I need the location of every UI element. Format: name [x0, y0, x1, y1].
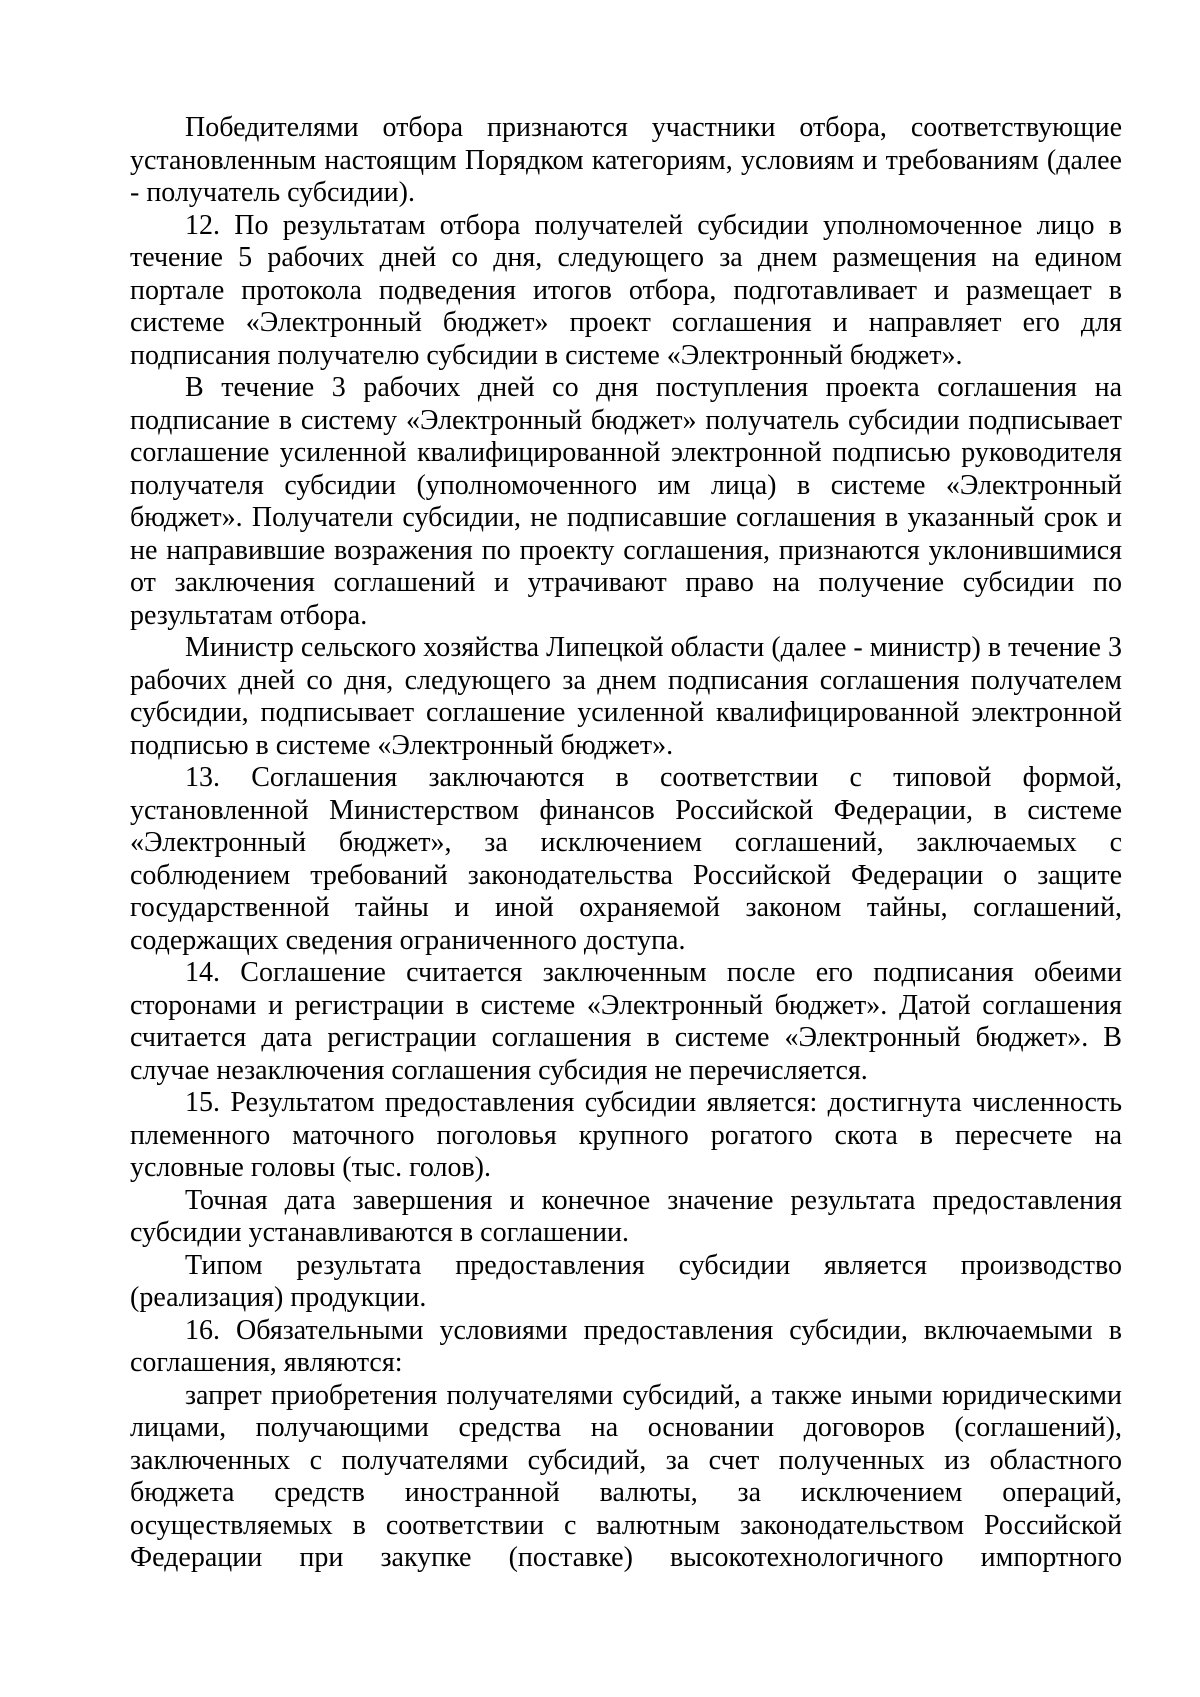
paragraph-14: 14. Соглашение считается заключенным после его подписания обеими сторонами и регистрации в системе «Электронный бюджет». Датой соглашения считается дата регистрации соглашения в системе «Электронный бюджет». В случае незаключения соглашения субсидия не перечисляется.	[130, 957, 1122, 1086]
paragraph-13: 13. Соглашения заключаются в соответствии с типовой формой, установленной Министерством финансов Российской Федерации, в системе «Электронный бюджет», за исключением соглашений, заключаемых с соблюдением требований законодательства Российской Федерации о защите государственной тайны и иной охраняемой законом тайны, соглашений, содержащих сведения ограниченного доступа.	[130, 762, 1122, 956]
paragraph-minister: Министр сельского хозяйства Липецкой области (далее - министр) в течение 3 рабочих дней со дня, следующего за днем подписания соглашения получателем субсидии, подписывает соглашение усиленной квалифицированной электронной подписью в системе «Электронный бюджет».	[130, 632, 1122, 761]
paragraph-16: 16. Обязательными условиями предоставления субсидии, включаемыми в соглашения, являются:	[130, 1314, 1122, 1378]
paragraph-15: 15. Результатом предоставления субсидии является: достигнута численность племенного маточного поголовья крупного рогатого скота в пересчете на условные головы (тыс. голов).	[130, 1087, 1122, 1183]
paragraph-currency-ban: запрет приобретения получателями субсидий, а также иными юридическими лицами, получающими средства на основании договоров (соглашений), заключенных с получателями субсидий, за счет полученных из областного бюджета средств иностранной валюты, за исключением операций, осуществляемых в соответствии с валютным законодательством Российской Федерации при закупке (поставке) высокотехнологичного импортного	[130, 1379, 1122, 1573]
paragraph-result-type: Типом результата предоставления субсидии является производство (реализация) продукции.	[130, 1249, 1122, 1313]
paragraph-exact-date: Точная дата завершения и конечное значение результата предоставления субсидии устанавливаются в соглашении.	[130, 1184, 1122, 1248]
paragraph-signing-term: В течение 3 рабочих дней со дня поступления проекта соглашения на подписание в систему «Электронный бюджет» получатель субсидии подписывает соглашение усиленной квалифицированной электронной подписью руководителя получателя субсидии (уполномоченного им лица) в системе «Электронный бюджет». Получатели субсидии, не подписавшие соглашения в указанный срок и не направившие возражения по проекту соглашения, признаются уклонившимися от заключения соглашений и утрачивают право на получение субсидии по результатам отбора.	[130, 372, 1122, 631]
document-page	[130, 112, 1122, 1575]
paragraph-winners: Победителями отбора признаются участники отбора, соответствующие установленным настоящим Порядком категориям, условиям и требованиям (далее - получатель субсидии).	[130, 112, 1122, 208]
paragraph-12: 12. По результатам отбора получателей субсидии уполномоченное лицо в течение 5 рабочих дней со дня, следующего за днем размещения на едином портале протокола подведения итогов отбора, подготавливает и размещает в системе «Электронный бюджет» проект соглашения и направляет его для подписания получателю субсидии в системе «Электронный бюджет».	[130, 209, 1122, 371]
